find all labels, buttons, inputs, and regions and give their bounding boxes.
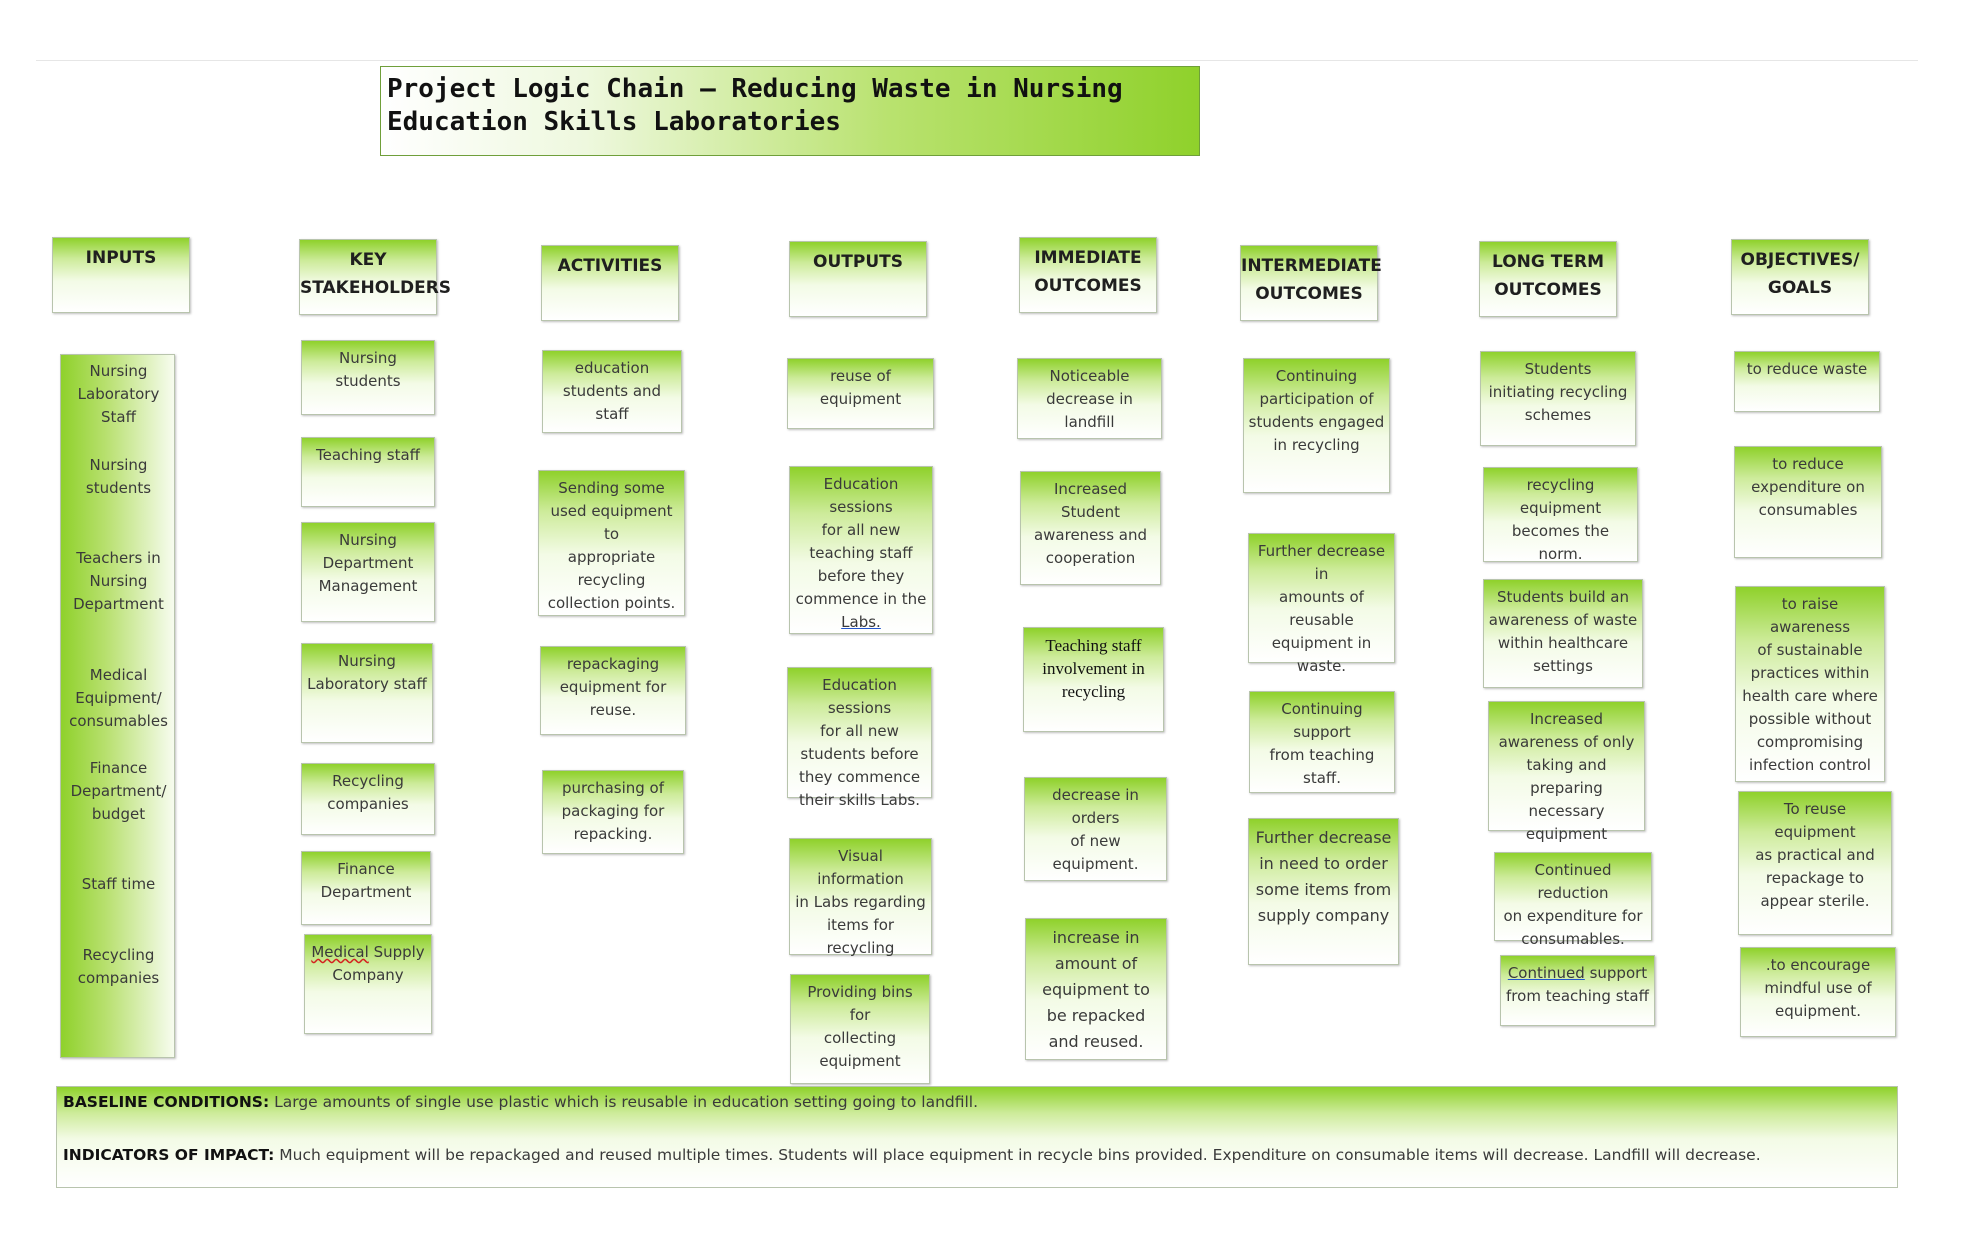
objective-box: to reduce waste — [1734, 351, 1880, 412]
stakeholder-box — [304, 934, 432, 1034]
stakeholder-box: Finance Department — [301, 851, 431, 925]
diagram-title: Project Logic Chain – Reducing Waste in Nursing Education Skills Laboratories — [380, 66, 1200, 156]
baseline-text: Large amounts of single use plastic which is reusable in education setting going to landfill. — [269, 1093, 979, 1111]
immediate-outcome-box: increase in amount of equipment to be repacked and reused. — [1025, 918, 1167, 1060]
output-text: Education sessions for all new teaching staff before they commence in the — [795, 475, 927, 608]
top-divider — [36, 60, 1918, 61]
long-term-outcome-box: Continued reduction on expenditure for consumables. — [1494, 852, 1652, 941]
intermediate-outcome-box: Continuing participation of students engaged in recycling — [1243, 358, 1390, 493]
long-term-outcome-box: recycling equipment becomes the norm. — [1483, 467, 1638, 562]
input-item: Nursing students — [85, 456, 152, 497]
immediate-outcome-box: Noticeable decrease in landfill — [1017, 358, 1162, 439]
continued-word: Continued — [1507, 964, 1585, 982]
inputs-list — [60, 354, 175, 1058]
intermediate-outcome-box: Continuing support from teaching staff. — [1249, 691, 1395, 793]
objective-box: .to encourage mindful use of equipment. — [1740, 947, 1896, 1037]
long-term-outcome-box — [1500, 955, 1655, 1026]
header-inputs: INPUTS — [52, 237, 190, 313]
objective-box: to reduce expenditure on consumables — [1734, 446, 1882, 558]
stakeholder-medical-word: Medical — [311, 943, 369, 961]
activity-box: Sending some used equipment to appropriate recycling collection points. — [538, 470, 685, 616]
input-item: Finance Department/ budget — [70, 759, 167, 823]
long-term-text: support from teaching staff — [1506, 964, 1649, 1005]
output-box — [789, 466, 933, 634]
indicators-text: Much equipment will be repackaged and reused multiple times. Students will place equipment in recycle bins provided. Expenditure on consumable items will decrease. Landfill will decrease. — [274, 1146, 1761, 1164]
stakeholder-box: Recycling companies — [301, 763, 435, 835]
immediate-outcome-box: Increased Student awareness and cooperation — [1020, 471, 1161, 585]
output-box: Providing bins for collecting equipment — [790, 974, 930, 1084]
long-term-outcome-box: Increased awareness of only taking and preparing necessary equipment — [1488, 701, 1645, 831]
header-key-stakeholders: KEY STAKEHOLDERS — [299, 239, 437, 315]
input-item: Staff time — [81, 875, 156, 893]
output-box: Visual information in Labs regarding items for recycling — [789, 838, 932, 955]
indicators-label: INDICATORS OF IMPACT: — [63, 1146, 275, 1164]
long-term-outcome-box: Students build an awareness of waste within healthcare settings — [1483, 579, 1643, 688]
input-item: Nursing Laboratory Staff — [77, 362, 160, 426]
stakeholder-medical-rest: Supply Company — [332, 943, 425, 984]
stakeholder-box: Nursing Laboratory staff — [301, 643, 433, 743]
output-box: reuse of equipment — [787, 358, 934, 429]
header-objectives-goals: OBJECTIVES/ GOALS — [1731, 239, 1869, 315]
header-intermediate-outcomes: INTERMEDIATE OUTCOMES — [1240, 245, 1378, 321]
output-labs-word: Labs. — [841, 613, 881, 631]
baseline-conditions — [63, 1093, 978, 1111]
header-outputs: OUTPUTS — [789, 241, 927, 317]
objective-box: To reuse equipment as practical and repackage to appear sterile. — [1738, 791, 1892, 935]
stakeholder-box: Nursing students — [301, 340, 435, 415]
input-item: Medical Equipment/ consumables — [69, 666, 168, 730]
header-immediate-outcomes: IMMEDIATE OUTCOMES — [1019, 237, 1157, 313]
stakeholder-box: Teaching staff — [301, 437, 435, 507]
output-box: Education sessions for all new students before they commence their skills Labs. — [787, 667, 932, 798]
header-activities: ACTIVITIES — [541, 245, 679, 321]
immediate-outcome-box: decrease in orders of new equipment. — [1024, 777, 1167, 881]
header-long-term-outcomes: LONG TERM OUTCOMES — [1479, 241, 1617, 317]
long-term-outcome-box: Students initiating recycling schemes — [1480, 351, 1636, 446]
stakeholder-box: Nursing Department Management — [301, 522, 435, 622]
intermediate-outcome-box: Further decrease in amounts of reusable equipment in waste. — [1248, 533, 1395, 663]
indicators-of-impact — [63, 1146, 1761, 1164]
baseline-label: BASELINE CONDITIONS: — [63, 1093, 270, 1111]
intermediate-outcome-box: Further decrease in need to order some items from supply company — [1248, 818, 1399, 965]
activity-box: purchasing of packaging for repacking. — [542, 770, 684, 854]
activity-box: education students and staff — [542, 350, 682, 433]
activity-box: repackaging equipment for reuse. — [540, 646, 686, 735]
baseline-indicators-panel — [56, 1086, 1898, 1188]
objective-box: to raise awareness of sustainable practices within health care where possible without compromising infection control — [1735, 586, 1885, 782]
immediate-outcome-box: Teaching staff involvement in recycling — [1023, 627, 1164, 732]
input-item: Teachers in Nursing Department — [73, 549, 164, 613]
input-item: Recycling companies — [77, 946, 160, 987]
